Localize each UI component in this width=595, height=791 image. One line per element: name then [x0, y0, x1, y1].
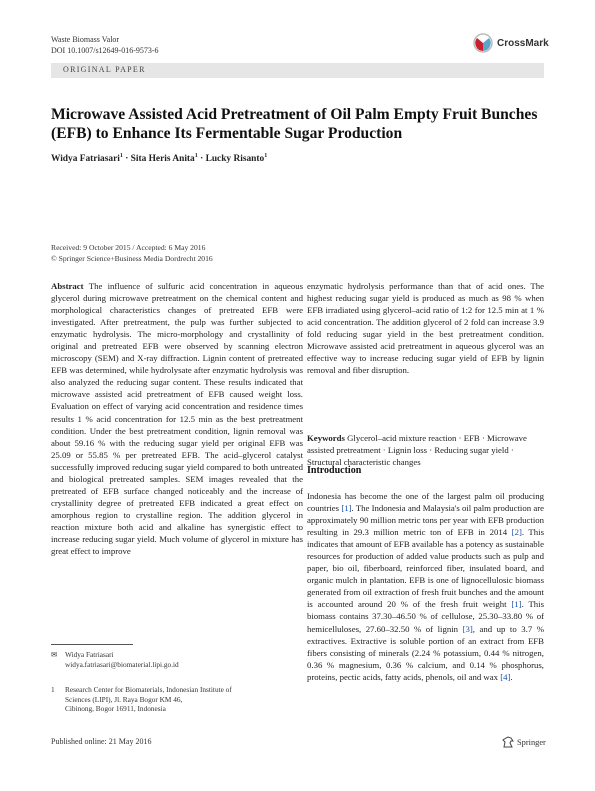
article-type-banner — [51, 63, 544, 78]
author-separator: · — [200, 154, 206, 165]
author-separator: · — [125, 154, 131, 165]
intro-text: , and up to 3.7 % extractives. Extractive is soluble portion of an extract from EFB fibers consisting of minerals (2.24 % potassium, 0.44 % nitrogen, 0.36 % magnesium, 0.36 % calcium, and 0.14 % phosphorus, proteins, pectic acids, fatty acids, phenols, oil and wax — [307, 623, 545, 682]
springer-logo — [502, 736, 546, 748]
corresponding-author-footnote — [51, 650, 291, 669]
citation-link[interactable]: [1] — [341, 503, 352, 514]
author-name[interactable]: Widya Fatriasari — [51, 154, 120, 165]
journal-header — [51, 34, 159, 56]
keywords-label: Keywords — [307, 433, 345, 443]
introduction-body — [307, 490, 544, 683]
received-accepted: Received: 9 October 2015 / Accepted: 6 May 2016 — [51, 243, 206, 252]
introduction-heading: Introduction — [307, 465, 362, 476]
author-name[interactable]: Lucky Risanto — [205, 154, 265, 165]
abstract-label: Abstract — [51, 281, 84, 291]
doi[interactable]: DOI 10.1007/s12649-016-9573-6 — [51, 46, 159, 55]
citation-link[interactable]: [1] — [511, 599, 522, 610]
author-affiliation-mark: 1 — [119, 153, 123, 159]
publication-dates — [51, 243, 213, 264]
citation-link[interactable]: [3] — [462, 623, 473, 634]
affiliation-footnote — [51, 685, 291, 714]
crossmark-badge[interactable] — [473, 31, 568, 55]
author-affiliation-mark: 1 — [194, 153, 198, 159]
abstract-right-column — [307, 280, 544, 376]
citation-link[interactable]: [4] — [500, 671, 511, 682]
keywords-text: Glycerol–acid mixture reaction · EFB · Microwave assisted pretreatment · Lignin loss · Reducing sugar yield · Structural characteristic changes — [307, 433, 527, 468]
published-online: Published online: 21 May 2016 — [51, 737, 152, 746]
footnote-divider — [51, 644, 133, 645]
intro-text: . This indicates that amount of EFB available has a potency as sustainable resources for production of added value products such as pulp and paper, bio oil, fiberboard, reinforced fiber, insulated board, and organic mulch in plantation. EFB is one of lignocellulosic biomass generated from oil extraction of fresh fruit bunches and the amount is accounted around 20 % of the fresh fruit weight — [307, 527, 544, 610]
springer-label: Springer — [517, 737, 546, 747]
author-affiliation-mark: 1 — [264, 153, 268, 159]
keywords — [307, 432, 544, 468]
citation-link[interactable]: [2] — [511, 527, 522, 538]
paper-title: Microwave Assisted Acid Pretreatment of Oil Palm Empty Fruit Bunches (EFB) to Enhance Its Fermentable Sugar Production — [51, 106, 538, 142]
journal-name: Waste Biomass Valor — [51, 35, 120, 44]
crossmark-icon — [473, 32, 493, 54]
author-list — [51, 153, 267, 164]
author-name[interactable]: Sita Heris Anita — [130, 154, 195, 165]
intro-text: Indonesia has become the one of the largest palm oil producing countries — [307, 491, 544, 514]
crossmark-label: CrossMark — [497, 37, 549, 49]
envelope-icon: ✉ — [51, 650, 58, 659]
copyright: © Springer Science+Business Media Dordrecht 2016 — [51, 253, 213, 263]
affiliation-mark: 1 — [51, 685, 55, 694]
springer-horse-icon — [502, 736, 514, 748]
abstract-text: The influence of sulfuric acid concentration in aqueous glycerol during microwave pretreatment on the chemical content and morphological characteristics changes of pretreated EFB were investigated. After pretreatment, the pulp was further subjected to enzymatic hydrolysis. The micro-morphology and crystallinity of original and pretreated EFB were observed by scanning electron microscopy (SEM) and X-ray diffraction. Lignin content of pretreated EFB was determined, while hydrolysate after enzymatic hydrolysis was also analyzed the reducing sugar content. These results indicated that microwave assisted acid pretreatment of EFB caused weight loss. Evaluation on effect of varying acid concentration and residence times results 1 % acid concentration for 12.5 min as the best pretreatment condition. Under the best pretreatment condition, lignin removal was about 59.16 % with the reducing sugar yield per original EFB was 25.09 or 55.85 % per pretreated EFB. The acid–glycerol catalyst successfully improved reducing sugar yield compared to both untreated and biological pretreated samples. SEM images revealed that the pretreated of EFB surface changed noticeably and the increase of crystallinity degree of pretreated EFB indicated a great effect on amorphous region to crystalline region. The addition glycerol in reaction mixture both acid and alkaline has synergistic effect to increase reducing sugar yield. Much volume of glycerol in mixture has great effect to improve — [51, 281, 304, 557]
intro-text: . — [510, 671, 513, 682]
affiliation-line: Cibinong, Bogor 16911, Indonesia — [65, 704, 166, 713]
abstract-continuation: enzymatic hydrolysis performance than that of acid ones. The highest reducing sugar yield is produced as much as 98 % when EFB irradiated using glycerol–acid ratio of 1:2 for 12.5 min at 1 % acid concentration. The addition glycerol of 2 fold can increase 3.9 fold reducing sugar yield in the best pretreatment condition. Microwave assisted acid pretreatment in aqueous glycerol was an effective way to increase reducing sugar yield of EFB by lignin removal and fiber disruption. — [307, 281, 544, 376]
article-type-label: ORIGINAL PAPER — [63, 65, 146, 74]
abstract-left-column — [51, 280, 303, 557]
affiliation-line: Research Center for Biomaterials, Indonesian Institute of — [65, 685, 232, 694]
affiliation-line: Sciences (LIPI), Jl. Raya Bogor KM 46, — [65, 694, 183, 704]
corresponding-email[interactable]: widya.fatriasari@biomaterial.lipi.go.id — [65, 659, 179, 669]
intro-text: . This biomass contains 37.30–46.50 % of cellulose, 25.30–33.80 % of hemicelluloses, 27.60–32.50 % of lignin — [307, 599, 545, 634]
intro-text: . The Indonesia and Malaysia's oil palm production are approximately 90 million metric tons per year with EFB production resulting in 29.3 million metric ton of EFB in 2014 — [307, 503, 544, 538]
corresponding-name: Widya Fatriasari — [65, 650, 114, 659]
